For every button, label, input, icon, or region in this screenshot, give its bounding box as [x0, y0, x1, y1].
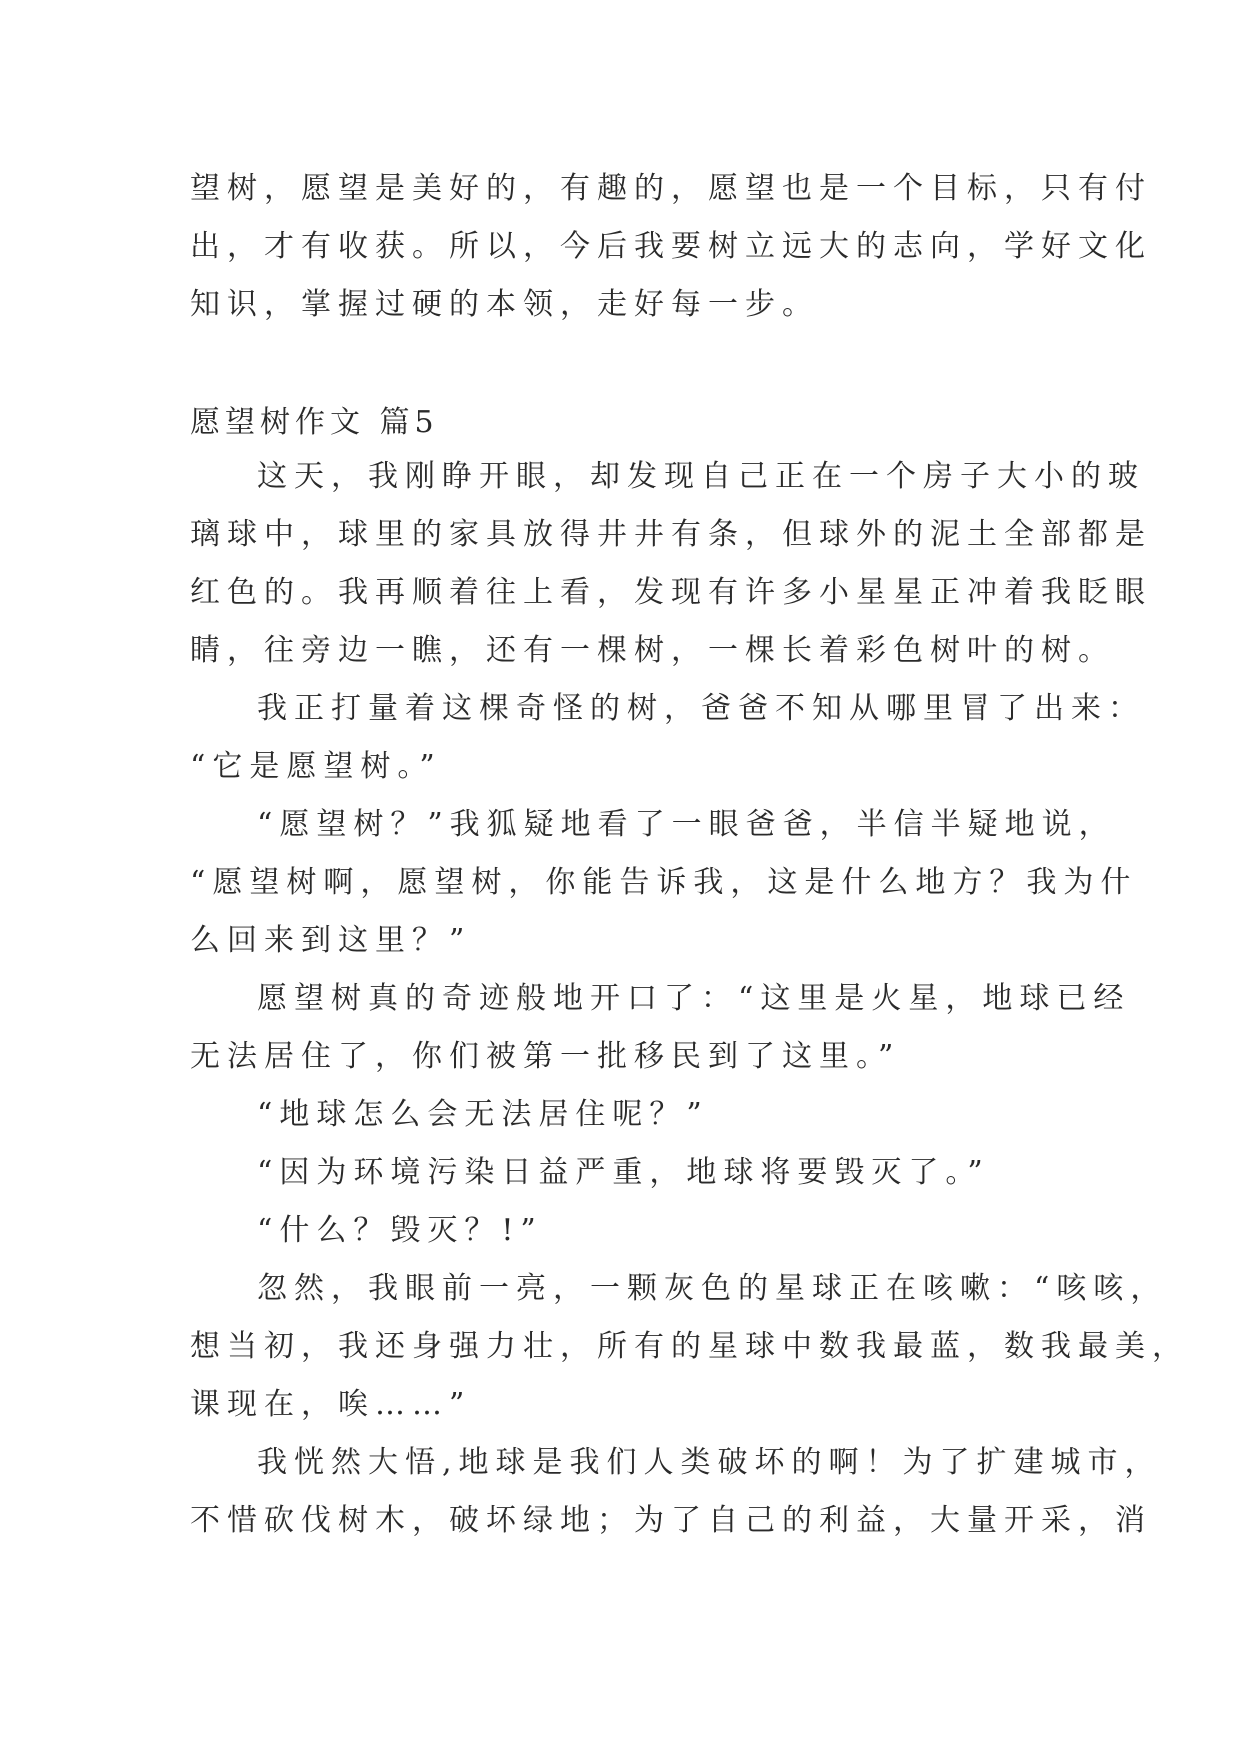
text-line: 睛，往旁边一瞧，还有一棵树，一棵长着彩色树叶的树。 — [190, 633, 1115, 668]
text-line: “因为环境污染日益严重，地球将要毁灭了。” — [257, 1155, 990, 1190]
text-line: 课现在，唉……” — [190, 1387, 472, 1422]
text-line: “地球怎么会无法居住呢？” — [257, 1097, 709, 1132]
essay-body — [190, 448, 1189, 1550]
text-line: “愿望树？”我狐疑地看了一眼爸爸，半信半疑地说， — [257, 807, 1116, 842]
intro-paragraph — [190, 160, 1152, 334]
text-line: 璃球中，球里的家具放得井井有条，但球外的泥土全部都是 — [190, 517, 1152, 552]
text-line: 我恍然大悟,地球是我们人类破坏的啊！为了扩建城市， — [257, 1445, 1162, 1480]
text-line: 忽然，我眼前一亮，一颗灰色的星球正在咳嗽：“咳咳， — [257, 1271, 1168, 1306]
section-title: 愿望树作文 篇5 — [190, 405, 439, 440]
text-line: 望树，愿望是美好的，有趣的，愿望也是一个目标，只有付 — [190, 171, 1152, 206]
text-line: “愿望树啊，愿望树，你能告诉我，这是什么地方？我为什 — [190, 865, 1138, 900]
text-line: 我正打量着这棵奇怪的树，爸爸不知从哪里冒了出来： — [257, 691, 1145, 726]
text-line: 出，才有收获。所以，今后我要树立远大的志向，学好文化 — [190, 229, 1152, 264]
text-line: 这天，我刚睁开眼，却发现自己正在一个房子大小的玻 — [257, 459, 1145, 494]
text-line: 红色的。我再顺着往上看，发现有许多小星星正冲着我眨眼 — [190, 575, 1152, 610]
text-line: “它是愿望树。” — [190, 749, 442, 784]
text-line: 知识，掌握过硬的本领，走好每一步。 — [190, 287, 819, 322]
text-line: 无法居住了，你们被第一批移民到了这里。” — [190, 1039, 901, 1074]
text-line: 愿望树真的奇迹般地开口了：“这里是火星，地球已经 — [257, 981, 1131, 1016]
text-line: “什么？毁灭？!” — [257, 1213, 543, 1248]
text-line: 不惜砍伐树木，破坏绿地；为了自己的利益，大量开采，消 — [190, 1503, 1152, 1538]
text-line: 想当初，我还身强力壮，所有的星球中数我最蓝，数我最美， — [190, 1329, 1189, 1364]
text-line: 么回来到这里？” — [190, 923, 472, 958]
